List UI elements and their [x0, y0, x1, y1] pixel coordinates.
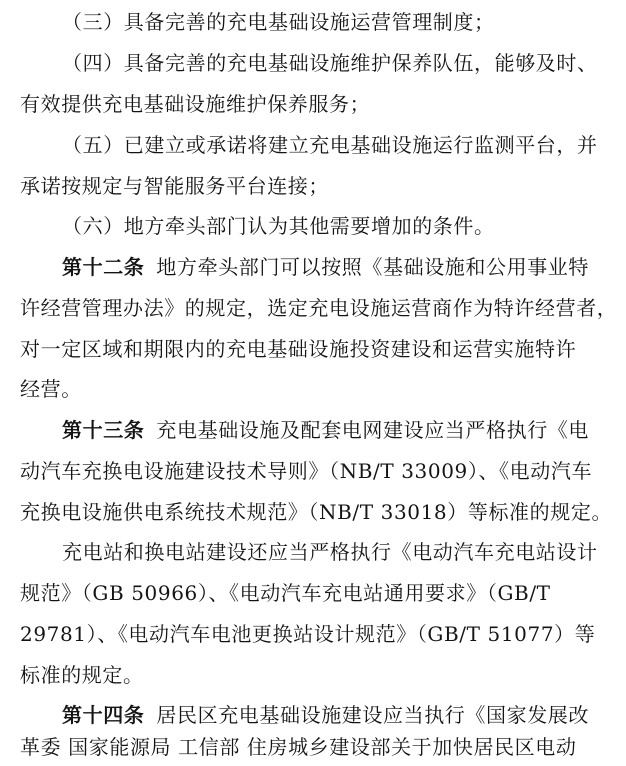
clause-4-continuation: 有效提供充电基础设施维护保养服务； — [20, 92, 371, 116]
clause-6-line: （六）地方牵头部门认为其他需要增加的条件。 — [62, 214, 495, 238]
article-12-line-2: 许经营管理办法》的规定，选定充电设施运营商作为特许经营者， — [20, 296, 618, 320]
article-13-line-2: 动汽车充换电设施建设技术导则》（NB/T 33009）、《电动汽车 — [20, 459, 593, 483]
article-12-label: 第十二条 — [62, 255, 145, 279]
article-13-text: 充电基础设施及配套电网建设应当严格执行《电 — [156, 418, 590, 442]
article-13-paragraph-2-line-4: 标准的规定。 — [20, 663, 144, 687]
clause-3-line: （三）具备完善的充电基础设施运营管理制度； — [62, 10, 495, 34]
article-14-text: 居民区充电基础设施建设应当执行《国家发展改 — [156, 703, 590, 727]
clause-4-line: （四）具备完善的充电基础设施维护保养队伍，能够及时、 — [62, 51, 598, 75]
article-13-paragraph-2-line-1: 充电站和换电站建设还应当严格执行《电动汽车充电站设计 — [62, 540, 598, 564]
article-14-label: 第十四条 — [62, 703, 145, 727]
article-12-line-3: 对一定区域和期限内的充电基础设施投资建设和运营实施特许 — [20, 337, 577, 361]
article-13-paragraph-2-line-3: 29781）、《电动汽车电池更换站设计规范》（GB/T 51077）等 — [20, 622, 596, 646]
article-12-text: 地方牵头部门可以按照《基础设施和公用事业特 — [156, 255, 590, 279]
article-13-paragraph-2-line-2: 规范》（GB 50966）、《电动汽车充电站通用要求》（GB/T — [20, 581, 551, 605]
article-13-line-3: 充换电设施供电系统技术规范》（NB/T 33018）等标准的规定。 — [20, 500, 613, 524]
article-12-line-4: 经营。 — [20, 377, 82, 401]
clause-5-continuation: 承诺按规定与智能服务平台连接； — [20, 174, 329, 198]
article-13-first-line — [0, 411, 626, 449]
article-14-line-2: 革委 国家能源局 工信部 住房城乡建设部关于加快居民区电动 — [20, 735, 577, 759]
clause-5-line: （五）已建立或承诺将建立充电基础设施运行监测平台，并 — [62, 133, 598, 157]
article-12-first-line — [0, 248, 626, 286]
article-13-label: 第十三条 — [62, 418, 145, 442]
